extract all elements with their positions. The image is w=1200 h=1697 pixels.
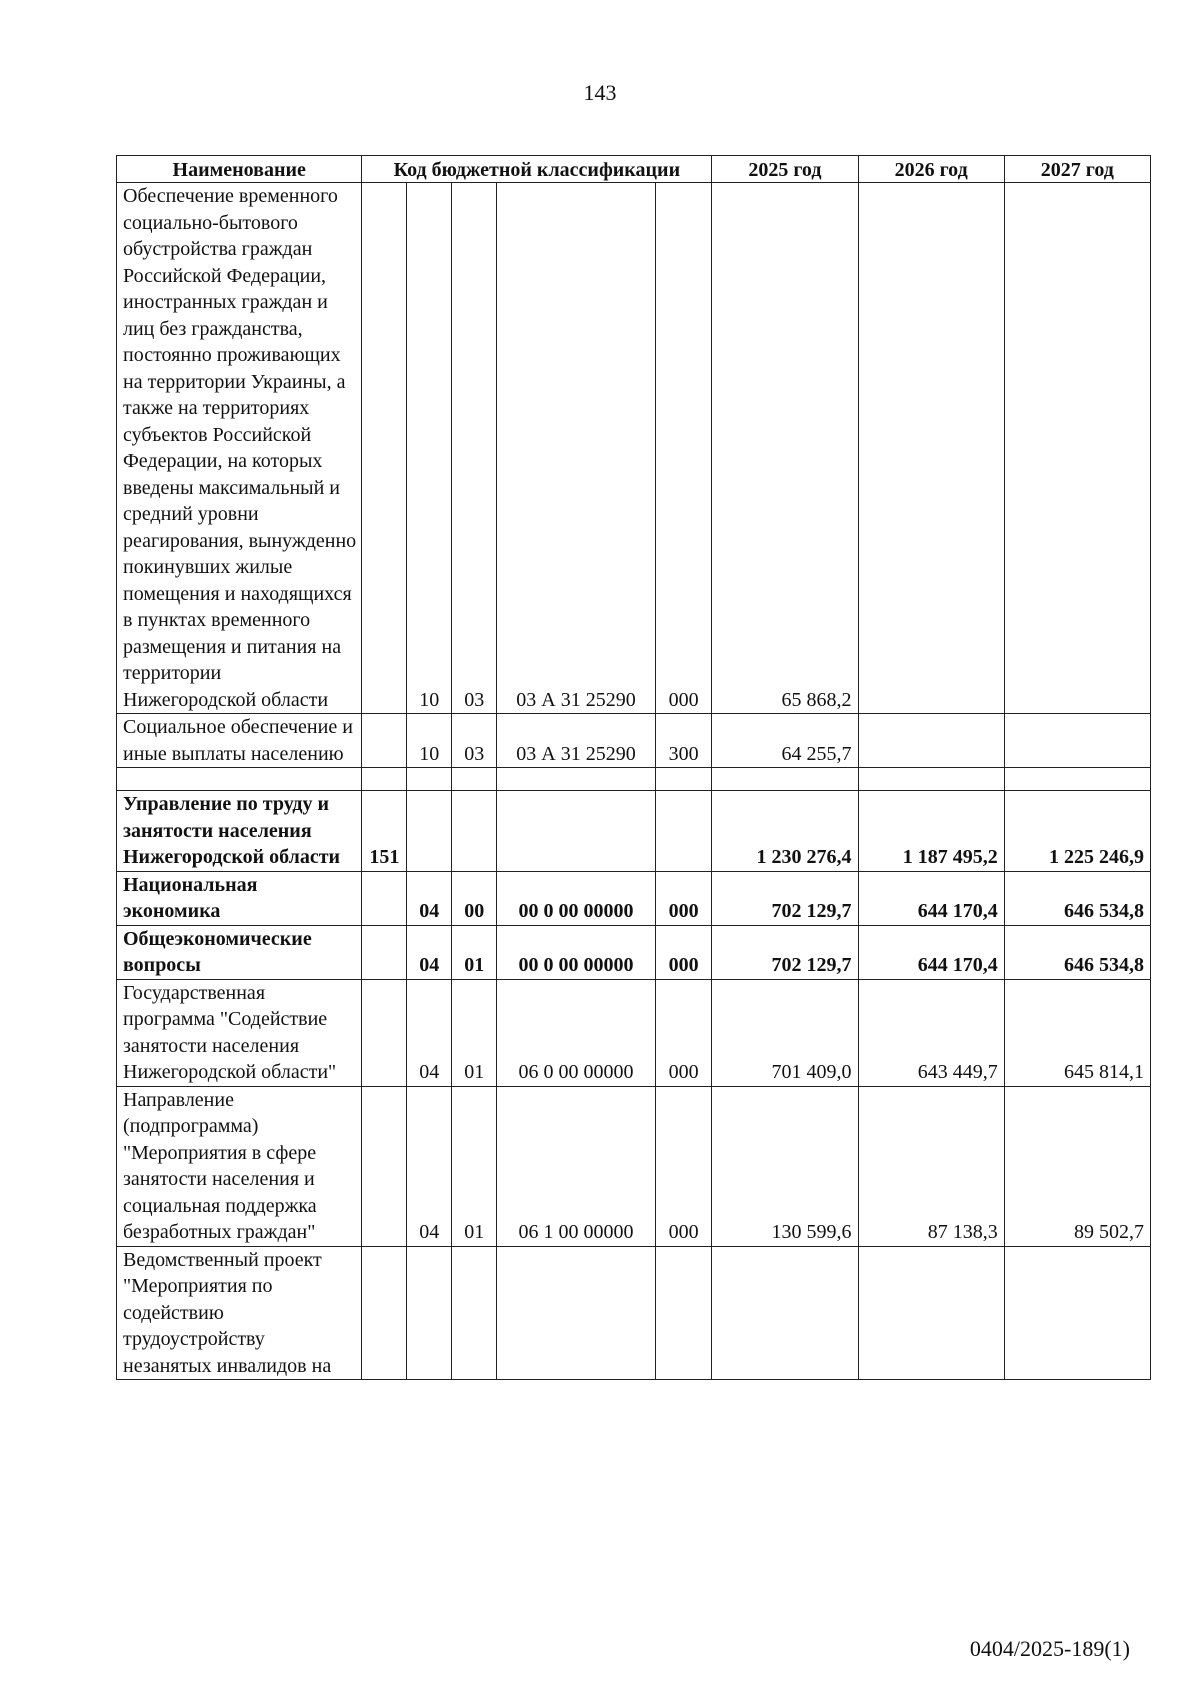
cell-pr	[452, 768, 497, 791]
cell-ved	[362, 768, 407, 791]
cell-y2026: 644 170,4	[858, 925, 1004, 979]
cell-y2025: 130 599,6	[712, 1086, 858, 1246]
cell-pr	[452, 1246, 497, 1380]
cell-vr	[655, 791, 711, 872]
cell-y2026: 1 187 495,2	[858, 791, 1004, 872]
cell-vr: 000	[655, 925, 711, 979]
cell-csr	[497, 1246, 656, 1380]
cell-rz	[407, 791, 452, 872]
cell-y2026	[858, 183, 1004, 714]
cell-name: Направление (подпрограмма) "Мероприятия в сфере занятости населения и социальная поддержка безработных граждан"	[117, 1086, 362, 1246]
cell-y2027: 646 534,8	[1004, 871, 1150, 925]
cell-ved	[362, 714, 407, 768]
cell-vr: 000	[655, 979, 711, 1086]
cell-ved	[362, 183, 407, 714]
cell-pr: 00	[452, 871, 497, 925]
cell-y2027: 1 225 246,9	[1004, 791, 1150, 872]
cell-rz: 04	[407, 979, 452, 1086]
cell-y2026: 87 138,3	[858, 1086, 1004, 1246]
cell-y2027	[1004, 714, 1150, 768]
cell-pr: 01	[452, 925, 497, 979]
table-row	[117, 871, 1151, 925]
cell-csr: 06 1 00 00000	[497, 1086, 656, 1246]
cell-rz: 04	[407, 925, 452, 979]
header-name: Наименование	[117, 156, 362, 183]
cell-y2025: 64 255,7	[712, 714, 858, 768]
header-2026: 2026 год	[858, 156, 1004, 183]
header-code: Код бюджетной классификации	[362, 156, 712, 183]
cell-name: Управление по труду и занятости населения Нижегородской области	[117, 791, 362, 872]
cell-ved	[362, 1086, 407, 1246]
cell-name: Государственная программа "Содействие занятости населения Нижегородской области"	[117, 979, 362, 1086]
cell-name: Ведомственный проект "Мероприятия по содействию трудоустройству незанятых инвалидов на	[117, 1246, 362, 1380]
cell-y2025: 702 129,7	[712, 925, 858, 979]
cell-ved	[362, 871, 407, 925]
table-row	[117, 714, 1151, 768]
cell-rz	[407, 1246, 452, 1380]
budget-table	[116, 155, 1151, 1380]
cell-csr: 03 А 31 25290	[497, 714, 656, 768]
cell-pr: 01	[452, 1086, 497, 1246]
cell-csr: 06 0 00 00000	[497, 979, 656, 1086]
table-row	[117, 1086, 1151, 1246]
cell-vr: 300	[655, 714, 711, 768]
cell-rz: 10	[407, 714, 452, 768]
document-id: 0404/2025-189(1)	[969, 1636, 1130, 1661]
cell-pr: 01	[452, 979, 497, 1086]
cell-pr	[452, 791, 497, 872]
table-row	[117, 979, 1151, 1086]
cell-ved	[362, 979, 407, 1086]
table-spacer-row	[117, 768, 1151, 791]
cell-name: Обеспечение временного социально-бытового обустройства граждан Российской Федерации, иностранных граждан и лиц без гражданства, постоянно проживающих на территории Украины, а также на территориях субъектов Российской Федерации, на которых введены максимальный и средний уровни реагирования, вынужденно покинувших жилые помещения и находящихся в пунктах временного размещения и питания на территории Нижегородской области	[117, 183, 362, 714]
cell-y2026	[858, 1246, 1004, 1380]
cell-rz: 10	[407, 183, 452, 714]
cell-csr	[497, 768, 656, 791]
cell-y2025: 702 129,7	[712, 871, 858, 925]
cell-y2027: 89 502,7	[1004, 1086, 1150, 1246]
cell-ved	[362, 925, 407, 979]
cell-vr: 000	[655, 1086, 711, 1246]
cell-pr: 03	[452, 183, 497, 714]
cell-name: Социальное обеспечение и иные выплаты населению	[117, 714, 362, 768]
cell-y2027: 645 814,1	[1004, 979, 1150, 1086]
cell-y2025: 1 230 276,4	[712, 791, 858, 872]
cell-y2027: 646 534,8	[1004, 925, 1150, 979]
cell-csr: 00 0 00 00000	[497, 925, 656, 979]
cell-y2026: 644 170,4	[858, 871, 1004, 925]
cell-y2025: 701 409,0	[712, 979, 858, 1086]
table-row	[117, 183, 1151, 714]
cell-vr: 000	[655, 183, 711, 714]
cell-y2025	[712, 768, 858, 791]
cell-y2025	[712, 1246, 858, 1380]
cell-name	[117, 768, 362, 791]
cell-vr	[655, 1246, 711, 1380]
cell-rz: 04	[407, 871, 452, 925]
cell-vr: 000	[655, 871, 711, 925]
cell-ved: 151	[362, 791, 407, 872]
cell-pr: 03	[452, 714, 497, 768]
cell-y2027	[1004, 768, 1150, 791]
cell-y2026	[858, 768, 1004, 791]
cell-csr: 00 0 00 00000	[497, 871, 656, 925]
cell-ved	[362, 1246, 407, 1380]
cell-y2027	[1004, 183, 1150, 714]
cell-name: Национальная экономика	[117, 871, 362, 925]
cell-y2026: 643 449,7	[858, 979, 1004, 1086]
cell-vr	[655, 768, 711, 791]
cell-rz	[407, 768, 452, 791]
table-row	[117, 1246, 1151, 1380]
cell-rz: 04	[407, 1086, 452, 1246]
cell-name: Общеэкономические вопросы	[117, 925, 362, 979]
cell-y2025: 65 868,2	[712, 183, 858, 714]
header-2027: 2027 год	[1004, 156, 1150, 183]
table-row	[117, 791, 1151, 872]
table-row	[117, 925, 1151, 979]
cell-y2027	[1004, 1246, 1150, 1380]
table-header-row	[117, 156, 1151, 183]
header-2025: 2025 год	[712, 156, 858, 183]
cell-csr: 03 А 31 25290	[497, 183, 656, 714]
cell-y2026	[858, 714, 1004, 768]
table-body	[117, 183, 1151, 1380]
page-number: 143	[583, 80, 617, 105]
cell-csr	[497, 791, 656, 872]
